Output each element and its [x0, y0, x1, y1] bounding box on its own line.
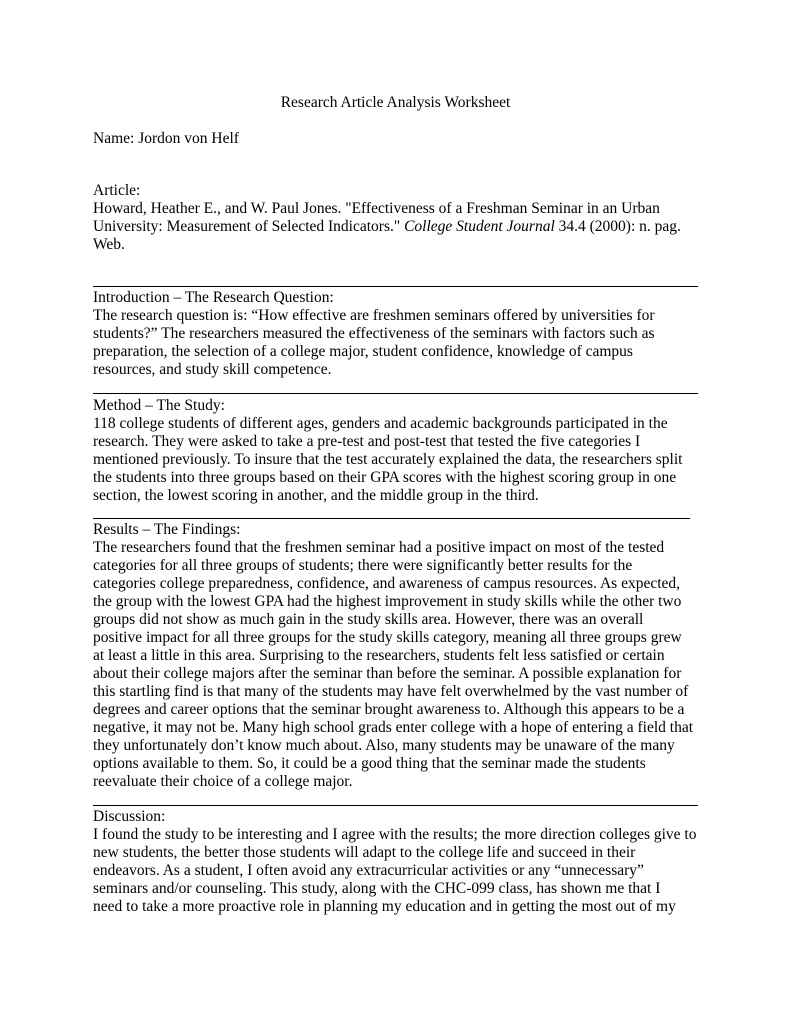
discussion-section: [93, 808, 703, 916]
paragraph-line: negative, it may not be. Many high school grads enter college with a hope of entering a field that: [93, 719, 694, 736]
paragraph-line: the group with the lowest GPA had the highest improvement in study skills while the other two: [93, 593, 682, 610]
citation-line: Howard, Heather E., and W. Paul Jones. "Effectiveness of a Freshman Seminar in an Urban: [93, 200, 660, 217]
paragraph-line: positive impact for all three groups for the study skills category, meaning all three groups grew: [93, 629, 682, 646]
paragraph-line: this startling find is that many of the students may have felt overwhelmed by the vast number of: [93, 683, 689, 700]
paragraph-line: resources, and study skill competence.: [93, 361, 332, 378]
paragraph-line: 118 college students of different ages, genders and academic backgrounds participated in the: [93, 415, 668, 432]
results-section: [93, 521, 703, 791]
paragraph-line: mentioned previously. To insure that the test accurately explained the data, the researchers split: [93, 451, 683, 468]
section-divider: [93, 518, 690, 519]
introduction-section: [93, 289, 703, 379]
paragraph-line: I found the study to be interesting and I agree with the results; the more direction colleges give to: [93, 826, 697, 843]
paragraph-line: seminars and/or counseling. This study, along with the CHC-099 class, has shown me that I: [93, 880, 661, 897]
paragraph-line: preparation, the selection of a college major, student confidence, knowledge of campus: [93, 343, 633, 360]
paragraph-line: need to take a more proactive role in planning my education and in getting the most out of my: [93, 898, 676, 915]
name-line: Name: Jordon von Helf: [93, 130, 239, 147]
paragraph-line: categories college preparedness, confidence, and awareness of campus resources. As expected,: [93, 575, 681, 592]
section-heading: Introduction – The Research Question:: [93, 289, 334, 306]
paragraph-line: they unfortunately don’t know much about. Also, many students may be unaware of the many: [93, 737, 675, 754]
section-divider: [93, 805, 698, 806]
paragraph-line: options available to them. So, it could be a good thing that the seminar made the students: [93, 755, 646, 772]
section-divider: [93, 286, 698, 287]
method-section: [93, 397, 703, 505]
paragraph-line: reevaluate their choice of a college major.: [93, 773, 353, 790]
citation-line: Web.: [93, 236, 125, 253]
paragraph-line: The researchers found that the freshmen seminar had a positive impact on most of the tested: [93, 539, 665, 556]
section-heading: Discussion:: [93, 808, 166, 825]
paragraph-line: new students, the better those students will adapt to the college life and succeed in their: [93, 844, 636, 861]
citation-text: 34.4 (2000): n. pag.: [554, 218, 681, 235]
paragraph-line: about their college majors after the seminar than before the seminar. A possible explanation for: [93, 665, 682, 682]
journal-title: College Student Journal: [404, 218, 555, 235]
paragraph-line: degrees and career options that the seminar brought awareness to. Although this appears to be a: [93, 701, 685, 718]
paragraph-line: endeavors. As a student, I often avoid any extracurricular activities or any “unnecessary”: [93, 862, 644, 879]
paragraph-line: the students into three groups based on their GPA scores with the highest scoring group in one: [93, 469, 677, 486]
section-heading: Results – The Findings:: [93, 521, 241, 538]
paragraph-line: groups did not show as much gain in the study skills area. However, there was an overall: [93, 611, 644, 628]
section-heading: Method – The Study:: [93, 397, 225, 414]
section-divider: [93, 393, 698, 394]
citation-text: University: Measurement of Selected Indicators.": [93, 218, 405, 235]
paragraph-line: at least a little in this area. Surprising to the researchers, students felt less satisfied or certain: [93, 647, 665, 664]
paragraph-line: section, the lowest scoring in another, and the middle group in the third.: [93, 487, 539, 504]
paragraph-line: students?” The researchers measured the effectiveness of the seminars with factors such as: [93, 325, 655, 342]
paragraph-line: categories for all three groups of students; there were significantly better results for the: [93, 557, 633, 574]
page-title: Research Article Analysis Worksheet: [280, 94, 511, 111]
paragraph-line: The research question is: “How effective are freshmen seminars offered by universities for: [93, 307, 655, 324]
article-label: Article:: [93, 182, 141, 199]
citation-line: [93, 218, 703, 236]
article-section: [93, 182, 703, 254]
paragraph-line: research. They were asked to take a pre-test and post-test that tested the five categories I: [93, 433, 641, 450]
